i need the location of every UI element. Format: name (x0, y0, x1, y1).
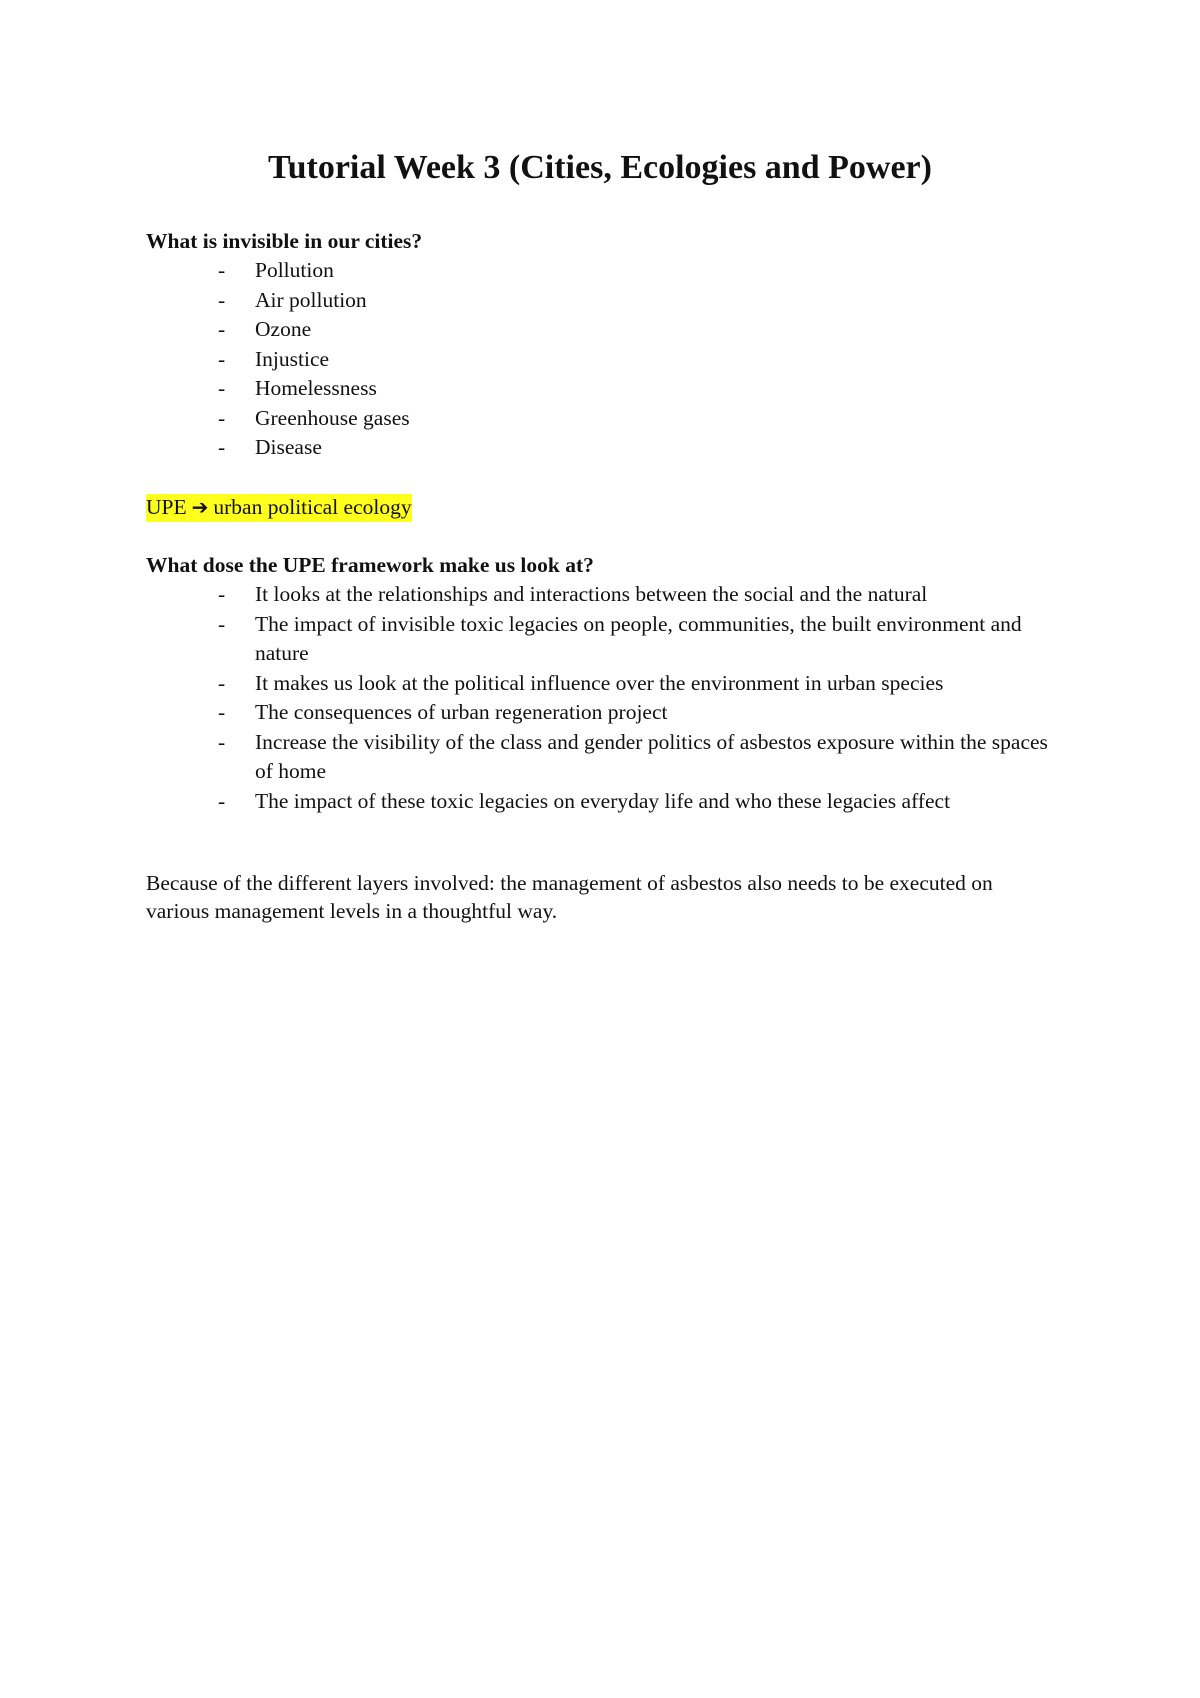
bullet-dash: - (218, 258, 226, 282)
list-item-text: Greenhouse gases (255, 405, 410, 430)
list-item (146, 345, 1066, 375)
list-item-text: Injustice (255, 346, 330, 371)
bullet-dash: - (218, 700, 226, 724)
list-item (146, 256, 1066, 286)
list-item (146, 610, 1066, 669)
bullet-dash: - (218, 582, 226, 606)
bullet-dash: - (218, 729, 226, 754)
list-item-text: The impact of these toxic legacies on everyday life and who these legacies affect (255, 788, 951, 813)
bullet-dash: - (218, 317, 226, 341)
list-item-text: Pollution (255, 258, 334, 282)
bullet-dash: - (218, 287, 226, 312)
list-item (146, 698, 1066, 728)
bullet-dash: - (218, 435, 226, 459)
list-item-text: Ozone (255, 317, 312, 341)
list-item (146, 787, 1066, 817)
list-item (146, 728, 1066, 787)
invisible-items-list (146, 256, 1066, 463)
list-item (146, 404, 1066, 434)
list-item-text: It makes us look at the political influence over the environment in urban species (255, 670, 944, 695)
list-item (146, 286, 1066, 316)
document-title: Tutorial Week 3 (Cities, Ecologies and Power) (268, 149, 932, 186)
list-item-text: Homelessness (255, 376, 377, 400)
highlighted-text (146, 494, 412, 522)
list-item (146, 669, 1066, 699)
upe-abbreviation: UPE (146, 495, 187, 519)
bullet-dash: - (218, 788, 226, 813)
conclusion-paragraph: Because of the different layers involved: the management of asbestos also needs to be executed on various management levels in a thoughtful way. (146, 871, 993, 923)
list-item (146, 580, 1066, 610)
list-item (146, 315, 1066, 345)
list-item (146, 433, 1066, 463)
section-heading-invisible: What is invisible in our cities? (146, 229, 423, 253)
upe-expansion: urban political ecology (213, 495, 412, 519)
list-item-text: Disease (255, 435, 322, 459)
list-item-text: The impact of invisible toxic legacies on people, communities, the built environment and nature (255, 611, 1022, 665)
list-item (146, 374, 1066, 404)
list-item-text: Increase the visibility of the class and gender politics of asbestos exposure within the spaces of home (255, 729, 1048, 783)
section-heading-upe-framework: What dose the UPE framework make us look at? (146, 553, 594, 577)
upe-framework-list (146, 580, 1066, 816)
list-item-text: Air pollution (255, 287, 367, 312)
bullet-dash: - (218, 670, 226, 695)
list-item-text: It looks at the relationships and interactions between the social and the natural (255, 582, 928, 606)
bullet-dash: - (218, 611, 226, 636)
bullet-dash: - (218, 376, 226, 400)
list-item-text: The consequences of urban regeneration project (255, 700, 668, 724)
bullet-dash: - (218, 405, 226, 430)
right-arrow-icon: ➔ (191, 495, 209, 519)
bullet-dash: - (218, 346, 226, 371)
upe-definition (146, 493, 412, 521)
